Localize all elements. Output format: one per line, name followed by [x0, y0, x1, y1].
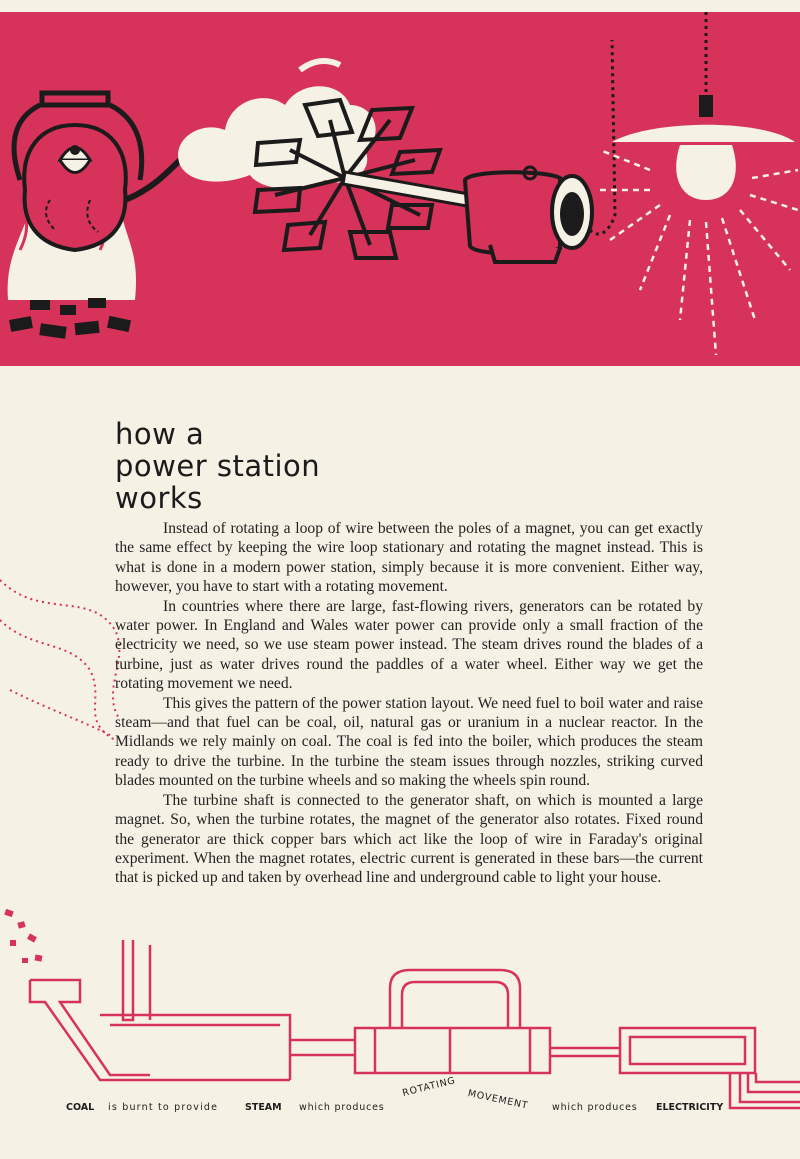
turbine-icon: [355, 1028, 550, 1073]
paragraph: The turbine shaft is connected to the generator shaft, on which is mounted a large magnet. So, when the turbine rotates, the magnet of the generator also rotates. Fixed round the generator are thick copper bars which act like the loop of wire in Faraday's original experiment. When the magnet rotates, electric current is generated in these bars—the current that is picked up and taken by overhead line and underground cable to light your house.: [115, 791, 703, 887]
title-line: works: [115, 481, 203, 515]
boiler-icon: [100, 1015, 290, 1080]
caption-movement: MOVEMENT: [466, 1088, 530, 1112]
flow-caption: [0, 1075, 800, 1118]
article-body: [115, 519, 703, 888]
power-station-layout-diagram: [0, 940, 800, 1120]
paragraph: Instead of rotating a loop of wire between the poles of a magnet, you can get exactly the same effect by keeping the wire loop stationary and rotating the magnet instead. This is what is done in a modern power station, simply because it is more convenient. Either way, however, you have to start with a rotating movement.: [115, 520, 703, 596]
caption-is-burnt: is burnt to provide: [108, 1102, 219, 1113]
steam-cloud-icon: [178, 61, 376, 189]
caption-which-produces-1: which produces: [299, 1102, 385, 1113]
page-title: [115, 418, 320, 514]
lamp-icon: [600, 95, 798, 355]
caption-rotating: ROTATING: [401, 1075, 457, 1099]
paragraph: This gives the pattern of the power station layout. We need fuel to boil water and raise steam—and that fuel can be coal, oil, natural gas or uranium in a nuclear reactor. In the Midlands we rely mainly on coal. The coal is fed into the boiler, which produces the steam ready to drive the turbine. In the turbine the steam issues through nozzles, striking curved blades mounted on the turbine wheels and so making the wheels spin round.: [115, 694, 703, 790]
caption-electricity: ELECTRICITY: [656, 1102, 724, 1113]
caption-steam: STEAM: [245, 1102, 282, 1113]
coal-hopper-icon: [30, 980, 290, 1080]
title-line: how a: [115, 417, 205, 451]
chimney-icon: [123, 940, 133, 1020]
caption-coal: COAL: [66, 1102, 95, 1113]
kettle-icon: [14, 93, 180, 250]
title-line: power station: [115, 449, 321, 483]
caption-which-produces-2: which produces: [552, 1102, 638, 1113]
kettle-turbine-lamp-illustration: [0, 0, 800, 380]
paragraph: In countries where there are large, fast-flowing rivers, generators can be rotated by water power. In England and Wales water power can provide only a small fraction of the electricity we need, so we use steam power instead. The steam drives round the blades of a turbine, just as water drives round the paddles of a water wheel. Either way we get the rotating movement we need.: [115, 597, 703, 693]
